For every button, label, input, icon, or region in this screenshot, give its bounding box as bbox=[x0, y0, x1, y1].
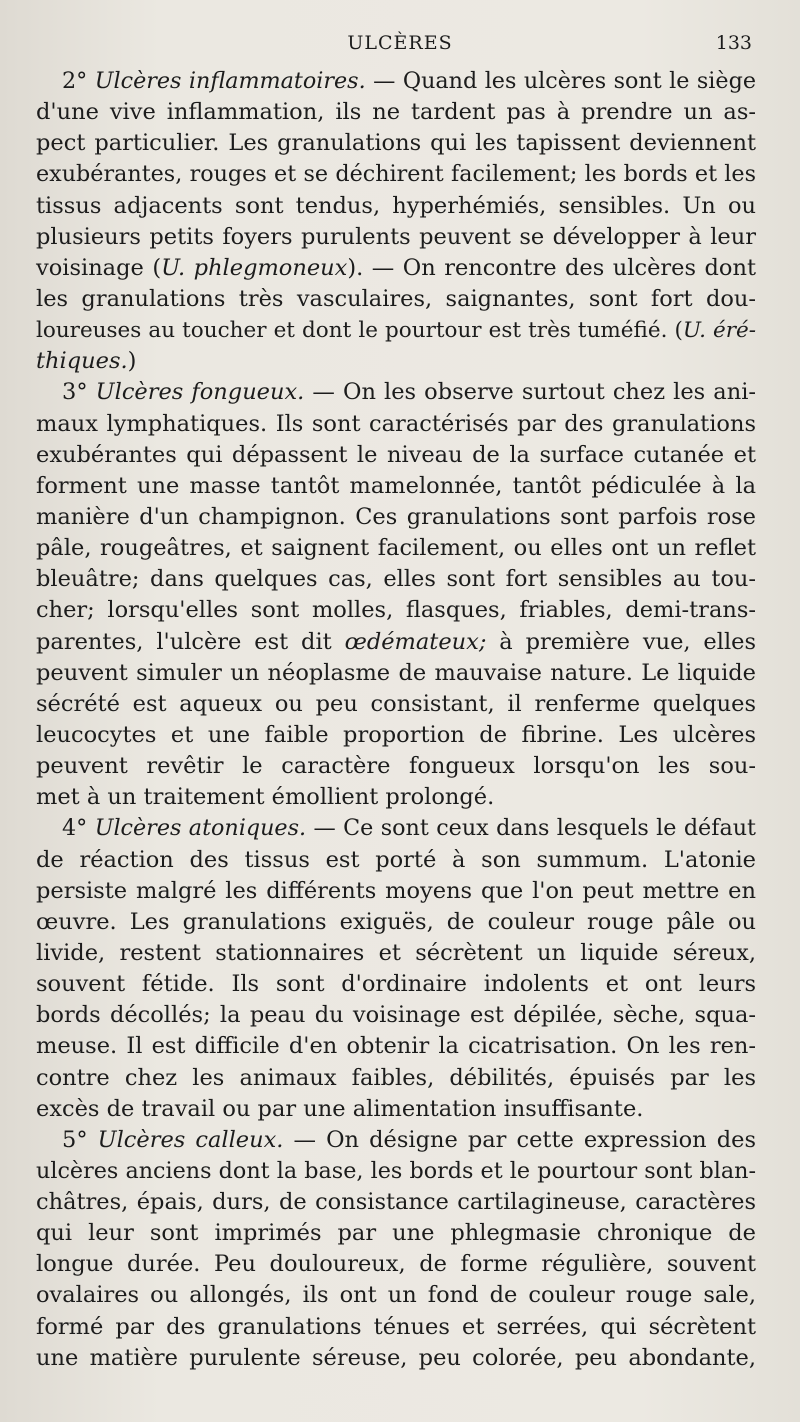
text-segment: sécrété est aqueux ou peu consistant, il renferme quelques bbox=[36, 690, 756, 717]
text-segment: peuvent revêtir le caractère fongueux lorsqu'on les sou- bbox=[36, 753, 756, 780]
text-line bbox=[36, 440, 756, 471]
text-segment: les granulations très vasculaires, saignantes, sont fort dou- bbox=[36, 285, 756, 312]
text-segment: 4° bbox=[62, 815, 95, 842]
text-line bbox=[36, 253, 756, 284]
text-line bbox=[36, 627, 756, 658]
italic-term: Ulcères atoniques. bbox=[94, 815, 307, 842]
italic-term: U. phlegmoneux bbox=[161, 254, 348, 281]
text-line bbox=[36, 191, 756, 222]
text-segment: — On les observe surtout chez les ani- bbox=[304, 379, 756, 406]
text-segment: bords décollés; la peau du voisinage est dépilée, sèche, squa- bbox=[36, 1002, 756, 1029]
text-line bbox=[36, 907, 756, 938]
text-segment: — Quand les ulcères sont le siège bbox=[365, 68, 756, 94]
text-line bbox=[36, 564, 756, 595]
italic-term: œdémateux; bbox=[344, 628, 487, 655]
text-segment: livide, restent stationnaires et sécrètent un liquide séreux, bbox=[36, 939, 756, 966]
text-segment: ulcères anciens dont la base, les bords et le pourtour sont blan- bbox=[36, 1157, 756, 1184]
text-line bbox=[36, 409, 756, 440]
text-segment: formé par des granulations ténues et serrées, qui sécrètent bbox=[36, 1313, 756, 1340]
italic-term: U. éré- bbox=[682, 318, 756, 344]
page-number: 133 bbox=[715, 32, 752, 54]
italic-term: Ulcères calleux. bbox=[97, 1126, 284, 1153]
text-segment: à première vue, elles bbox=[486, 628, 756, 655]
text-line bbox=[36, 502, 756, 533]
text-segment: pect particulier. Les granulations qui les tapissent deviennent bbox=[36, 130, 756, 157]
italic-term: Ulcères inflammatoires. bbox=[94, 68, 366, 94]
text-segment: exubérantes qui dépassent le niveau de la surface cutanée et bbox=[36, 441, 756, 468]
text-segment: œuvre. Les granulations exiguës, de couleur rouge pâle ou bbox=[36, 908, 756, 935]
text-line bbox=[36, 876, 756, 907]
text-segment: qui leur sont imprimés par une phlegmasie chronique de bbox=[36, 1220, 756, 1247]
text-segment: ) bbox=[127, 348, 137, 375]
text-segment: peuvent simuler un néoplasme de mauvaise nature. Le liquide bbox=[36, 659, 756, 686]
text-segment: — Ce sont ceux dans lesquels le défaut bbox=[306, 815, 756, 842]
text-segment: contre chez les animaux faibles, débilités, épuisés par les bbox=[36, 1064, 756, 1091]
text-segment: bleuâtre; dans quelques cas, elles sont fort sensibles au tou- bbox=[36, 566, 756, 593]
text-line bbox=[36, 658, 756, 689]
text-line bbox=[36, 1125, 756, 1156]
text-segment: met à un traitement émollient prolongé. bbox=[36, 784, 495, 811]
text-line bbox=[36, 1280, 756, 1311]
text-line bbox=[36, 1156, 756, 1187]
text-segment: manière d'un champignon. Ces granulations sont parfois rose bbox=[36, 503, 756, 530]
text-segment: de réaction des tissus est porté à son summum. L'atonie bbox=[36, 846, 756, 873]
running-head: ULCÈRES bbox=[347, 32, 453, 54]
text-line bbox=[36, 128, 756, 159]
text-segment: ovalaires ou allongés, ils ont un fond de couleur rouge sale, bbox=[36, 1282, 756, 1309]
body-text bbox=[36, 66, 756, 1374]
text-line bbox=[36, 66, 756, 97]
text-line bbox=[36, 1343, 756, 1374]
text-line bbox=[36, 1063, 756, 1094]
text-segment: 2° bbox=[62, 68, 95, 94]
text-line bbox=[36, 1218, 756, 1249]
text-line bbox=[36, 284, 756, 315]
text-line bbox=[36, 720, 756, 751]
text-line bbox=[36, 813, 756, 844]
text-line bbox=[36, 1187, 756, 1218]
text-segment: plusieurs petits foyers purulents peuvent se développer à leur bbox=[36, 223, 756, 250]
text-line bbox=[36, 471, 756, 502]
text-segment: persiste malgré les différents moyens que l'on peut mettre en bbox=[36, 877, 756, 904]
text-line bbox=[36, 1000, 756, 1031]
text-segment: meuse. Il est difficile d'en obtenir la cicatrisation. On les ren- bbox=[36, 1033, 756, 1060]
text-segment: maux lymphatiques. Ils sont caractérisés par des granulations bbox=[36, 410, 756, 437]
text-line bbox=[36, 845, 756, 876]
text-line bbox=[36, 782, 756, 813]
text-line bbox=[36, 751, 756, 782]
text-segment: loureuses au toucher et dont le pourtour est très tuméfié. ( bbox=[36, 318, 683, 344]
text-line bbox=[36, 689, 756, 720]
text-line bbox=[36, 222, 756, 253]
text-line bbox=[36, 1094, 756, 1125]
text-line bbox=[36, 377, 756, 408]
text-segment: d'une vive inflammation, ils ne tardent pas à prendre un as- bbox=[36, 99, 756, 126]
text-line bbox=[36, 1031, 756, 1062]
text-line bbox=[36, 595, 756, 626]
text-segment: ). — On rencontre des ulcères dont bbox=[347, 254, 757, 281]
text-segment: parentes, l'ulcère est dit bbox=[36, 628, 345, 655]
text-line bbox=[36, 1249, 756, 1280]
text-segment: forment une masse tantôt mamelonnée, tantôt pédiculée à la bbox=[36, 472, 756, 499]
text-segment: châtres, épais, durs, de consistance cartilagineuse, caractères bbox=[36, 1189, 756, 1216]
text-segment: leucocytes et une faible proportion de fibrine. Les ulcères bbox=[36, 721, 756, 748]
italic-term: Ulcères fongueux. bbox=[95, 379, 305, 406]
text-segment: cher; lorsqu'elles sont molles, flasques, friables, demi-trans- bbox=[36, 597, 756, 624]
text-line bbox=[36, 346, 756, 377]
text-segment: — On désigne par cette expression des bbox=[283, 1126, 757, 1153]
text-line bbox=[36, 533, 756, 564]
text-line bbox=[36, 1312, 756, 1343]
text-segment: souvent fétide. Ils sont d'ordinaire indolents et ont leurs bbox=[36, 971, 756, 998]
text-segment: longue durée. Peu douloureux, de forme régulière, souvent bbox=[36, 1251, 756, 1278]
text-segment: exubérantes, rouges et se déchirent facilement; les bords et les bbox=[36, 161, 756, 188]
page-header bbox=[0, 28, 800, 68]
text-segment: 5° bbox=[62, 1126, 98, 1153]
text-line bbox=[36, 159, 756, 190]
text-segment: pâle, rougeâtres, et saignent facilement, ou elles ont un reflet bbox=[36, 535, 756, 562]
text-segment: une matière purulente séreuse, peu colorée, peu abondante, bbox=[36, 1344, 756, 1371]
text-segment: excès de travail ou par une alimentation insuffisante. bbox=[36, 1095, 644, 1122]
text-segment: 3° bbox=[62, 379, 96, 406]
text-line bbox=[36, 97, 756, 128]
text-line bbox=[36, 938, 756, 969]
text-line bbox=[36, 315, 756, 346]
text-segment: tissus adjacents sont tendus, hyperhémiés, sensibles. Un ou bbox=[36, 192, 756, 219]
italic-term: thiques. bbox=[36, 348, 128, 375]
text-line bbox=[36, 969, 756, 1000]
text-segment: voisinage ( bbox=[36, 254, 162, 281]
